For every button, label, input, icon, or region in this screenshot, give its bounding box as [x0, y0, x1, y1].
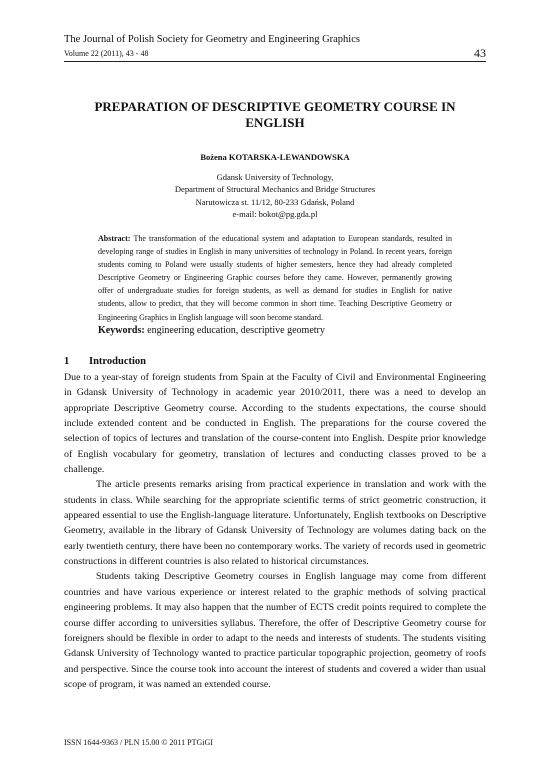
- affiliation-address: Narutowicza st. 11/12, 80-233 Gdańsk, Poland: [195, 196, 355, 207]
- section-title: Introduction: [89, 356, 146, 367]
- keywords: [98, 325, 325, 336]
- body-text: [64, 370, 486, 692]
- abstract-text: The transformation of the educational system and adaptation to European standards, resulted in developing range of studies in English in many universities of technology in Poland. In recent years, foreign students coming to Poland were usually students of higher semesters, hence they had already completed Descriptive Geometry or Engineering Graphic courses before they came. However, permanently growing offer of undergraduate studies for foreign students, as well as demand for studies in English for native students, allow to predict, that they will become common in short time. Teaching Descriptive Geometry or Engineering Graphics in English language will soon become standard.: [98, 234, 452, 322]
- abstract: [98, 232, 452, 324]
- header-rule: [64, 61, 486, 62]
- section-heading: [64, 356, 146, 367]
- affiliation-university: Gdansk University of Technology,: [216, 172, 334, 182]
- affiliation: [64, 171, 486, 220]
- journal-title: The Journal of Polish Society for Geometry and Engineering Graphics: [64, 34, 360, 45]
- affiliation-department: Department of Structural Mechanics and Bridge Structures: [174, 184, 376, 195]
- footer-issn: ISSN 1644-9363 / PLN 15.00 © 2011 PTGiGI: [64, 738, 213, 747]
- paragraph: Due to a year-stay of foreign students from Spain at the Faculty of Civil and Environmental Engineering in Gdansk University of Technology in academic year 2010/2011, there was a need to develop an appropriate Descriptive Geometry course. According to the students expectations, the course should include extended content and be conducted in English. The preparations for the course covered the selection of topics of lectures and translation of the course-content into English. Despite prior knowledge of English vocabulary for geometry, translation of lectures and conducting classes proved to be a challenge.: [64, 372, 486, 476]
- page-number: 43: [474, 46, 486, 60]
- volume-info: Volume 22 (2011), 43 - 48: [64, 49, 149, 58]
- paragraph: The article presents remarks arising from practical experience in translation and work with the students in class. While searching for the appropriate scientific terms of strict geometric construction, it appeared essential to use the English-language literature. Unfortunately, English textbooks on Descriptive Geometry, available in the library of Gdansk University of Technology are volumes dating back on the early twentieth century, there have been no contemporary works. The variety of records used in geometric constructions in different countries is also related to historical circumstances.: [64, 479, 486, 568]
- paper-title: PREPARATION OF DESCRIPTIVE GEOMETRY COURSE IN ENGLISH: [94, 99, 456, 130]
- author-name: Bożena KOTARSKA-LEWANDOWSKA: [200, 152, 350, 162]
- abstract-label: Abstract:: [98, 234, 131, 243]
- keywords-label: Keywords:: [98, 325, 145, 336]
- section-number: 1: [64, 356, 70, 367]
- paragraph: Students taking Descriptive Geometry courses in English language may come from different countries and have various experience or interest related to the graphic methods of solving practical engineering problems. It may also happen that the number of ECTS credit points required to complete the course differ according to universities syllabus. Therefore, the offer of Descriptive Geometry course for foreigners should be flexible in order to adapt to the needs and interests of students. The students visiting Gdansk University of Technology wanted to practice particular topographic projection, geometry of roofs and perspective. Since the course took into account the interest of students and covered a wider than usual scope of program, it was named an extended course.: [64, 571, 486, 690]
- affiliation-email: e-mail: bokot@pg.gda.pl: [232, 208, 318, 219]
- keywords-text: engineering education, descriptive geometry: [144, 325, 325, 336]
